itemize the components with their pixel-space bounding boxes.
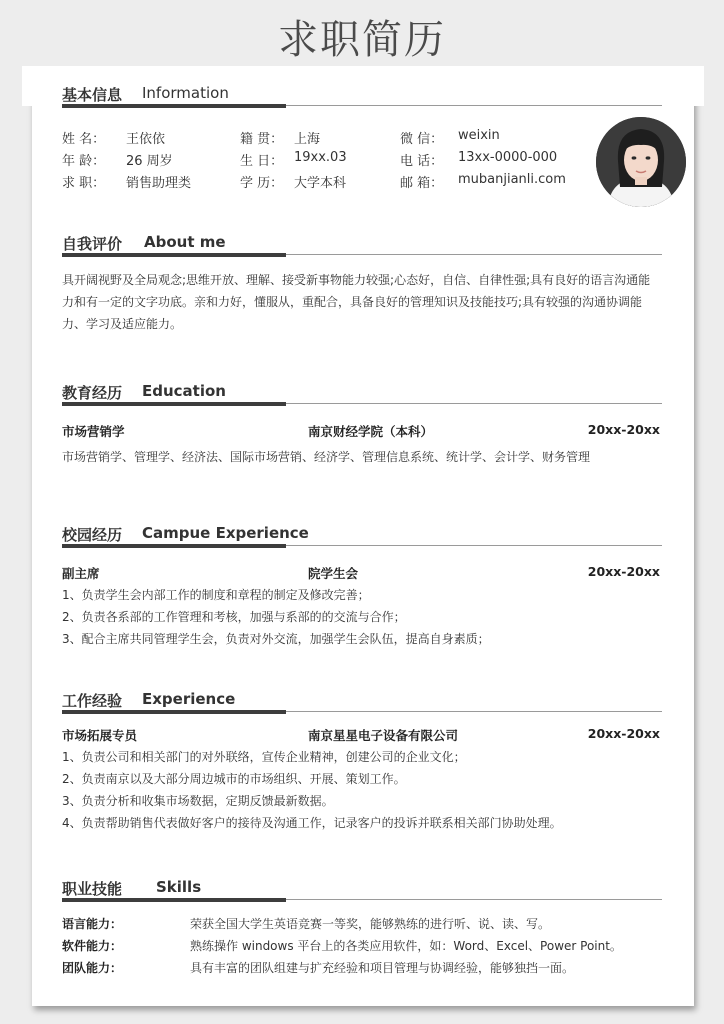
basic-info-grid	[62, 126, 582, 192]
skill-row	[62, 956, 662, 978]
skill-row	[62, 912, 662, 934]
education-row	[62, 420, 662, 442]
info-row	[62, 126, 582, 148]
info-row	[62, 170, 582, 192]
section-title-en: About me	[144, 233, 226, 251]
list-item: 4、负责帮助销售代表做好客户的接待及沟通工作，记录客户的投诉并联系相关部门协助处理。	[62, 816, 562, 830]
info-value: 上海	[294, 132, 321, 147]
section-header	[62, 520, 662, 550]
avatar-photo	[596, 117, 686, 207]
section-education	[62, 378, 662, 468]
divider-accent	[62, 544, 286, 548]
page-title: 求职简历	[278, 17, 446, 63]
section-header	[62, 229, 662, 259]
section-title-cn: 自我评价	[62, 235, 123, 253]
info-label: 生 日：	[240, 154, 284, 169]
info-row	[62, 148, 582, 170]
work-duties	[62, 746, 662, 834]
info-label: 年 龄：	[62, 154, 106, 169]
work-company: 南京星星电子设备有限公司	[308, 728, 459, 743]
campus-row	[62, 562, 662, 584]
campus-period: 20xx-20xx	[587, 564, 660, 579]
info-value: 大学本科	[294, 176, 347, 191]
section-header	[62, 686, 662, 716]
info-label: 姓 名：	[62, 132, 106, 147]
info-value: 13xx-0000-000	[458, 150, 558, 165]
list-item: 3、负责分析和收集市场数据，定期反馈最新数据。	[62, 794, 334, 808]
info-value: 王依依	[126, 132, 166, 147]
about-text: 具开阔视野及全局观念;思维开放、理解、接受新事物能力较强;心态好，自信、自律性强;具有良好的语言沟通能力和有一定的文字功底。亲和力好，懂服从，重配合，具备良好的管理知识及技能技巧;具有较强的沟通协调能力、学习及适应能力。	[62, 273, 651, 331]
list-item: 1、负责公司和相关部门的对外联络，宣传企业精神，创建公司的企业文化；	[62, 750, 466, 764]
info-value: 26 周岁	[126, 154, 173, 169]
section-header	[62, 874, 662, 904]
campus-org: 院学生会	[308, 566, 359, 581]
section-title-cn: 工作经验	[62, 692, 123, 710]
section-title-en: Campue Experience	[142, 524, 309, 542]
list-item: 3、配合主席共同管理学生会，负责对外交流，加强学生会队伍，提高自身素质；	[62, 632, 490, 646]
education-school: 南京财经学院（本科）	[308, 424, 434, 439]
info-label: 学 历：	[240, 176, 284, 191]
work-row	[62, 724, 662, 746]
info-value: 销售助理类	[126, 176, 192, 191]
info-label: 电 话：	[400, 154, 444, 169]
skill-value: 熟练操作 windows 平台上的各类应用软件，如：Word、Excel、Power Point。	[190, 939, 622, 953]
campus-duties	[62, 584, 662, 650]
work-role: 市场拓展专员	[62, 728, 138, 743]
section-title-en: Experience	[142, 690, 236, 708]
education-courses: 市场营销学、管理学、经济法、国际市场营销、经济学、管理信息系统、统计学、会计学、财务管理	[62, 450, 591, 464]
divider-accent	[62, 253, 286, 257]
education-major: 市场营销学	[62, 424, 125, 439]
info-value: weixin	[458, 128, 500, 143]
divider-accent	[62, 104, 286, 108]
list-item: 1、负责学生会内部工作的制度和章程的制定及修改完善；	[62, 588, 370, 602]
divider-accent	[62, 402, 286, 406]
section-header	[62, 80, 662, 110]
section-title-cn: 校园经历	[62, 526, 123, 544]
divider-accent	[62, 898, 286, 902]
divider-accent	[62, 710, 286, 714]
section-title-cn: 教育经历	[62, 384, 123, 402]
skill-key: 团队能力：	[62, 961, 123, 975]
education-period: 20xx-20xx	[587, 422, 660, 437]
section-title-cn: 职业技能	[62, 880, 123, 898]
campus-role: 副主席	[62, 566, 100, 581]
section-about	[62, 229, 662, 335]
work-period: 20xx-20xx	[587, 726, 660, 741]
info-value: mubanjianli.com	[458, 172, 566, 187]
list-item: 2、负责南京以及大部分周边城市的市场组织、开展、策划工作。	[62, 772, 406, 786]
section-title-en: Information	[142, 84, 229, 102]
info-value: 19xx.03	[294, 150, 347, 165]
info-label: 微 信：	[400, 132, 444, 147]
info-label: 籍 贯：	[240, 132, 284, 147]
section-campus	[62, 520, 662, 650]
section-title-cn: 基本信息	[62, 86, 123, 104]
list-item: 2、负责各系部的工作管理和考核，加强与系部的的交流与合作；	[62, 610, 406, 624]
section-skills	[62, 874, 662, 978]
skills-list	[62, 912, 662, 978]
skill-key: 软件能力：	[62, 939, 123, 953]
section-title-en: Skills	[156, 878, 202, 896]
section-title-en: Education	[142, 382, 226, 400]
skill-value: 荣获全国大学生英语竞赛一等奖，能够熟练的进行听、说、读、写。	[190, 917, 551, 931]
skill-key: 语言能力：	[62, 917, 123, 931]
skill-row	[62, 934, 662, 956]
info-label: 求 职：	[62, 176, 106, 191]
skill-value: 具有丰富的团队组建与扩充经验和项目管理与协调经验，能够独挡一面。	[190, 961, 575, 975]
section-header	[62, 378, 662, 408]
info-label: 邮 箱：	[400, 176, 444, 191]
section-basic-info	[62, 80, 662, 110]
section-work	[62, 686, 662, 834]
